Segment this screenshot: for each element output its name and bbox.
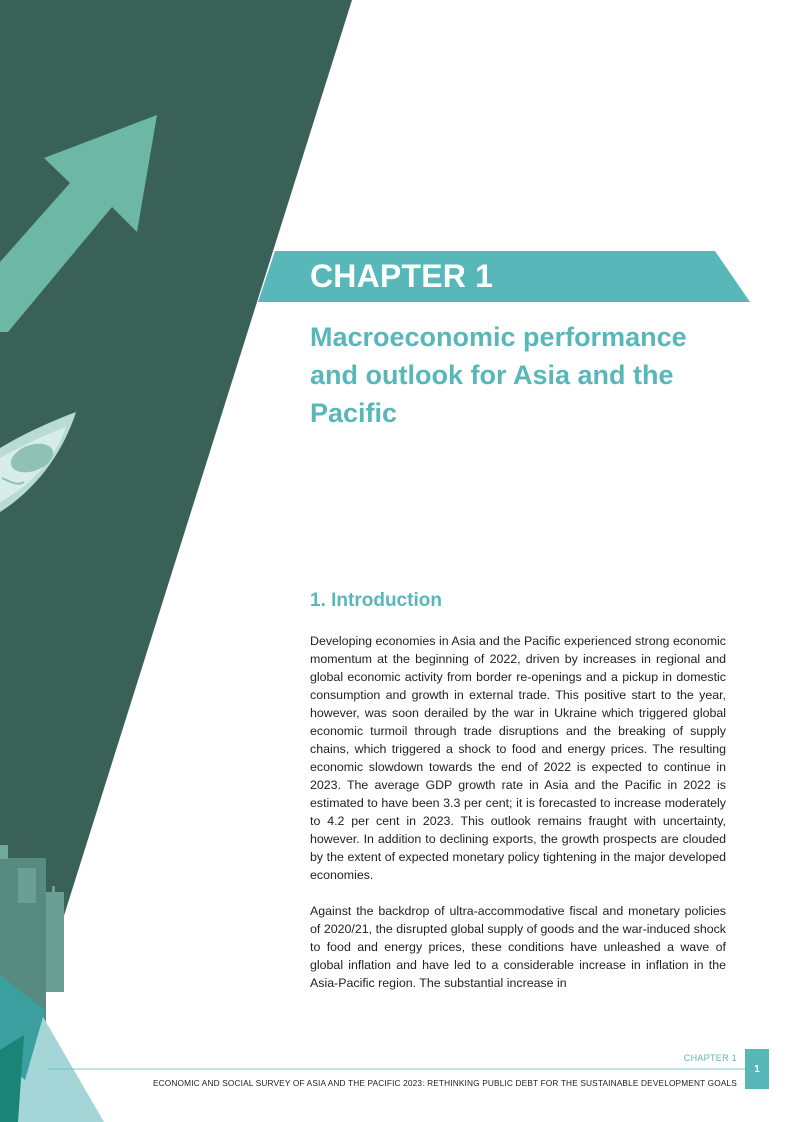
footer-chapter-label: CHAPTER 1 <box>683 1053 737 1063</box>
section-heading: 1. Introduction <box>310 590 442 611</box>
chapter-title: Macroeconomic performance and outlook for Asia and the Pacific <box>310 322 687 428</box>
dark-diagonal-panel <box>0 0 352 1030</box>
footer-publication-title: ECONOMIC AND SOCIAL SURVEY OF ASIA AND THE PACIFIC 2023: RETHINKING PUBLIC DEBT FOR THE SUSTAINABLE DEVELOPMENT GOALS <box>152 1078 737 1088</box>
body-paragraph-1: Developing economies in Asia and the Pacific experienced strong economic momentum at the beginning of 2022, driven by increases in regional and global economic activity from border re-openings and a pickup in domestic consumption and growth in external trade. This positive start to the year, however, was soon derailed by the war in Ukraine which triggered global economic turmoil through trade disruptions and the breaking of supply chains, which triggered a shock to food and energy prices. The resulting economic slowdown towards the end of 2022 is expected to continue in 2023. The average GDP growth rate in Asia and the Pacific in 2022 is estimated to have been 3.3 per cent; it is forecasted to increase moderately to 4.2 per cent in 2023. This outlook remains fraught with uncertainty, however. In addition to declining exports, the growth prospects are clouded by the extent of expected monetary policy tightening in the major developed economies. <box>310 634 726 882</box>
page-number: 1 <box>745 1049 769 1089</box>
body-paragraph-2: Against the backdrop of ultra-accommodative fiscal and monetary policies of 2020/21, the disrupted global supply of goods and the war-induced shock to food and energy prices, these conditions have unleashed a wave of global inflation and have led to a considerable increase in inflation in the Asia-Pacific region. The substantial increase in <box>310 904 726 990</box>
chapter-label: CHAPTER 1 <box>310 258 494 294</box>
